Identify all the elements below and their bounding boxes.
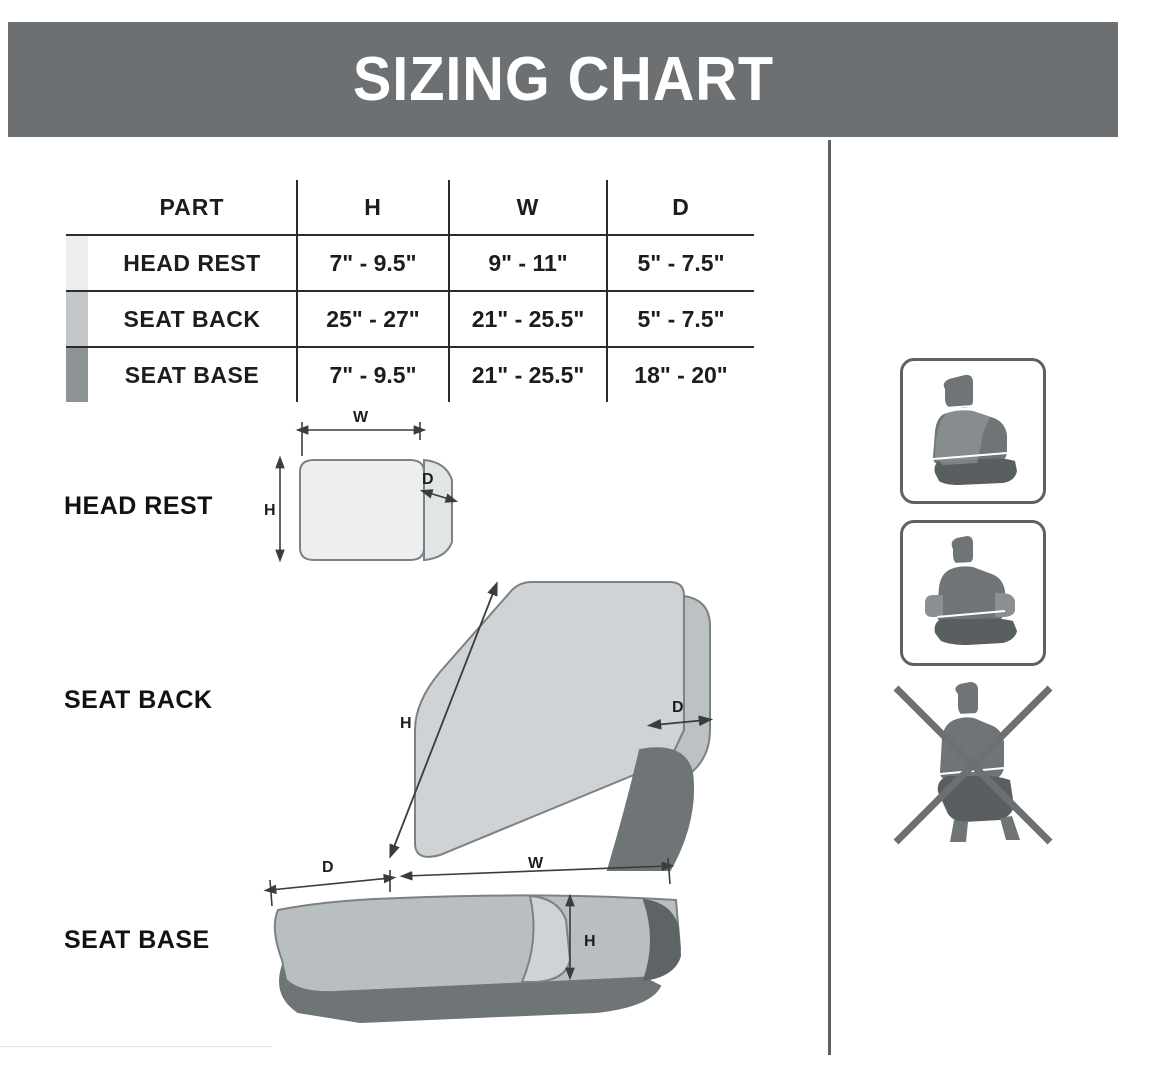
sizing-table xyxy=(66,180,754,402)
row-swatch-head-rest xyxy=(66,235,88,291)
table-header-row xyxy=(66,180,754,235)
bottom-strip xyxy=(0,1046,272,1065)
cell-w-head-rest: 9" - 11" xyxy=(449,235,607,291)
seat-diagram xyxy=(240,400,800,1050)
dim-label-headrest-w: W xyxy=(353,409,369,426)
dim-label-seatbase-w: W xyxy=(528,855,544,872)
bucket-seat-thumbnail xyxy=(900,358,1046,504)
cell-d-seat-back: 5" - 7.5" xyxy=(607,291,754,347)
cell-h-head-rest: 7" - 9.5" xyxy=(297,235,449,291)
cell-part-head-rest: HEAD REST xyxy=(123,249,261,276)
bucket-seat-icon xyxy=(903,361,1043,501)
page-title: SIZING CHART xyxy=(352,45,774,114)
headrest-w-dimension xyxy=(302,409,420,456)
dim-label-seatback-d: D xyxy=(672,699,684,716)
column-header-w: W xyxy=(449,180,607,235)
table-row xyxy=(66,291,754,347)
cell-w-seat-base: 21" - 25.5" xyxy=(449,347,607,402)
swatch-dark xyxy=(66,348,88,402)
row-swatch-seat-base xyxy=(66,347,88,402)
table-body xyxy=(66,235,754,402)
seatback-illustration xyxy=(415,582,710,870)
header-swatch-spacer xyxy=(66,180,88,235)
seatbase-illustration xyxy=(275,895,680,1022)
captains-chair-icon xyxy=(903,523,1043,663)
incompatible-seat-thumbnail xyxy=(888,676,1058,854)
dim-label-headrest-d: D xyxy=(422,471,434,488)
column-header-h: H xyxy=(297,180,449,235)
column-header-d: D xyxy=(607,180,754,235)
vertical-divider xyxy=(828,140,831,1055)
captains-chair-thumbnail xyxy=(900,520,1046,666)
table-row xyxy=(66,235,754,291)
dim-label-seatbase-h: H xyxy=(584,933,596,950)
section-label-seat-back: SEAT BACK xyxy=(64,686,213,714)
dim-label-headrest-h: H xyxy=(264,502,276,519)
section-label-head-rest: HEAD REST xyxy=(64,492,213,520)
cell-part-seat-base: SEAT BASE xyxy=(124,361,260,388)
cell-d-head-rest: 5" - 7.5" xyxy=(607,235,754,291)
cell-h-seat-base: 7" - 9.5" xyxy=(297,347,449,402)
dim-label-seatbase-d: D xyxy=(322,859,334,876)
seat-diagram-svg xyxy=(240,400,800,1050)
swatch-mid xyxy=(66,292,88,346)
row-swatch-seat-back xyxy=(66,291,88,347)
header-bar xyxy=(8,22,1118,137)
swatch-light xyxy=(66,236,88,290)
column-header-part: PART xyxy=(88,180,297,235)
table-row xyxy=(66,347,754,402)
cell-d-seat-base: 18" - 20" xyxy=(607,347,754,402)
headrest-h-dimension xyxy=(264,462,280,556)
sizing-table-wrapper xyxy=(66,180,748,402)
incompatible-seat-icon xyxy=(888,676,1058,854)
cell-w-seat-back: 21" - 25.5" xyxy=(449,291,607,347)
cell-part-seat-back: SEAT BACK xyxy=(123,305,261,332)
section-label-seat-base: SEAT BASE xyxy=(64,926,210,954)
dim-label-seatback-h: H xyxy=(400,715,412,732)
table-header xyxy=(66,180,754,235)
cell-h-seat-back: 25" - 27" xyxy=(297,291,449,347)
